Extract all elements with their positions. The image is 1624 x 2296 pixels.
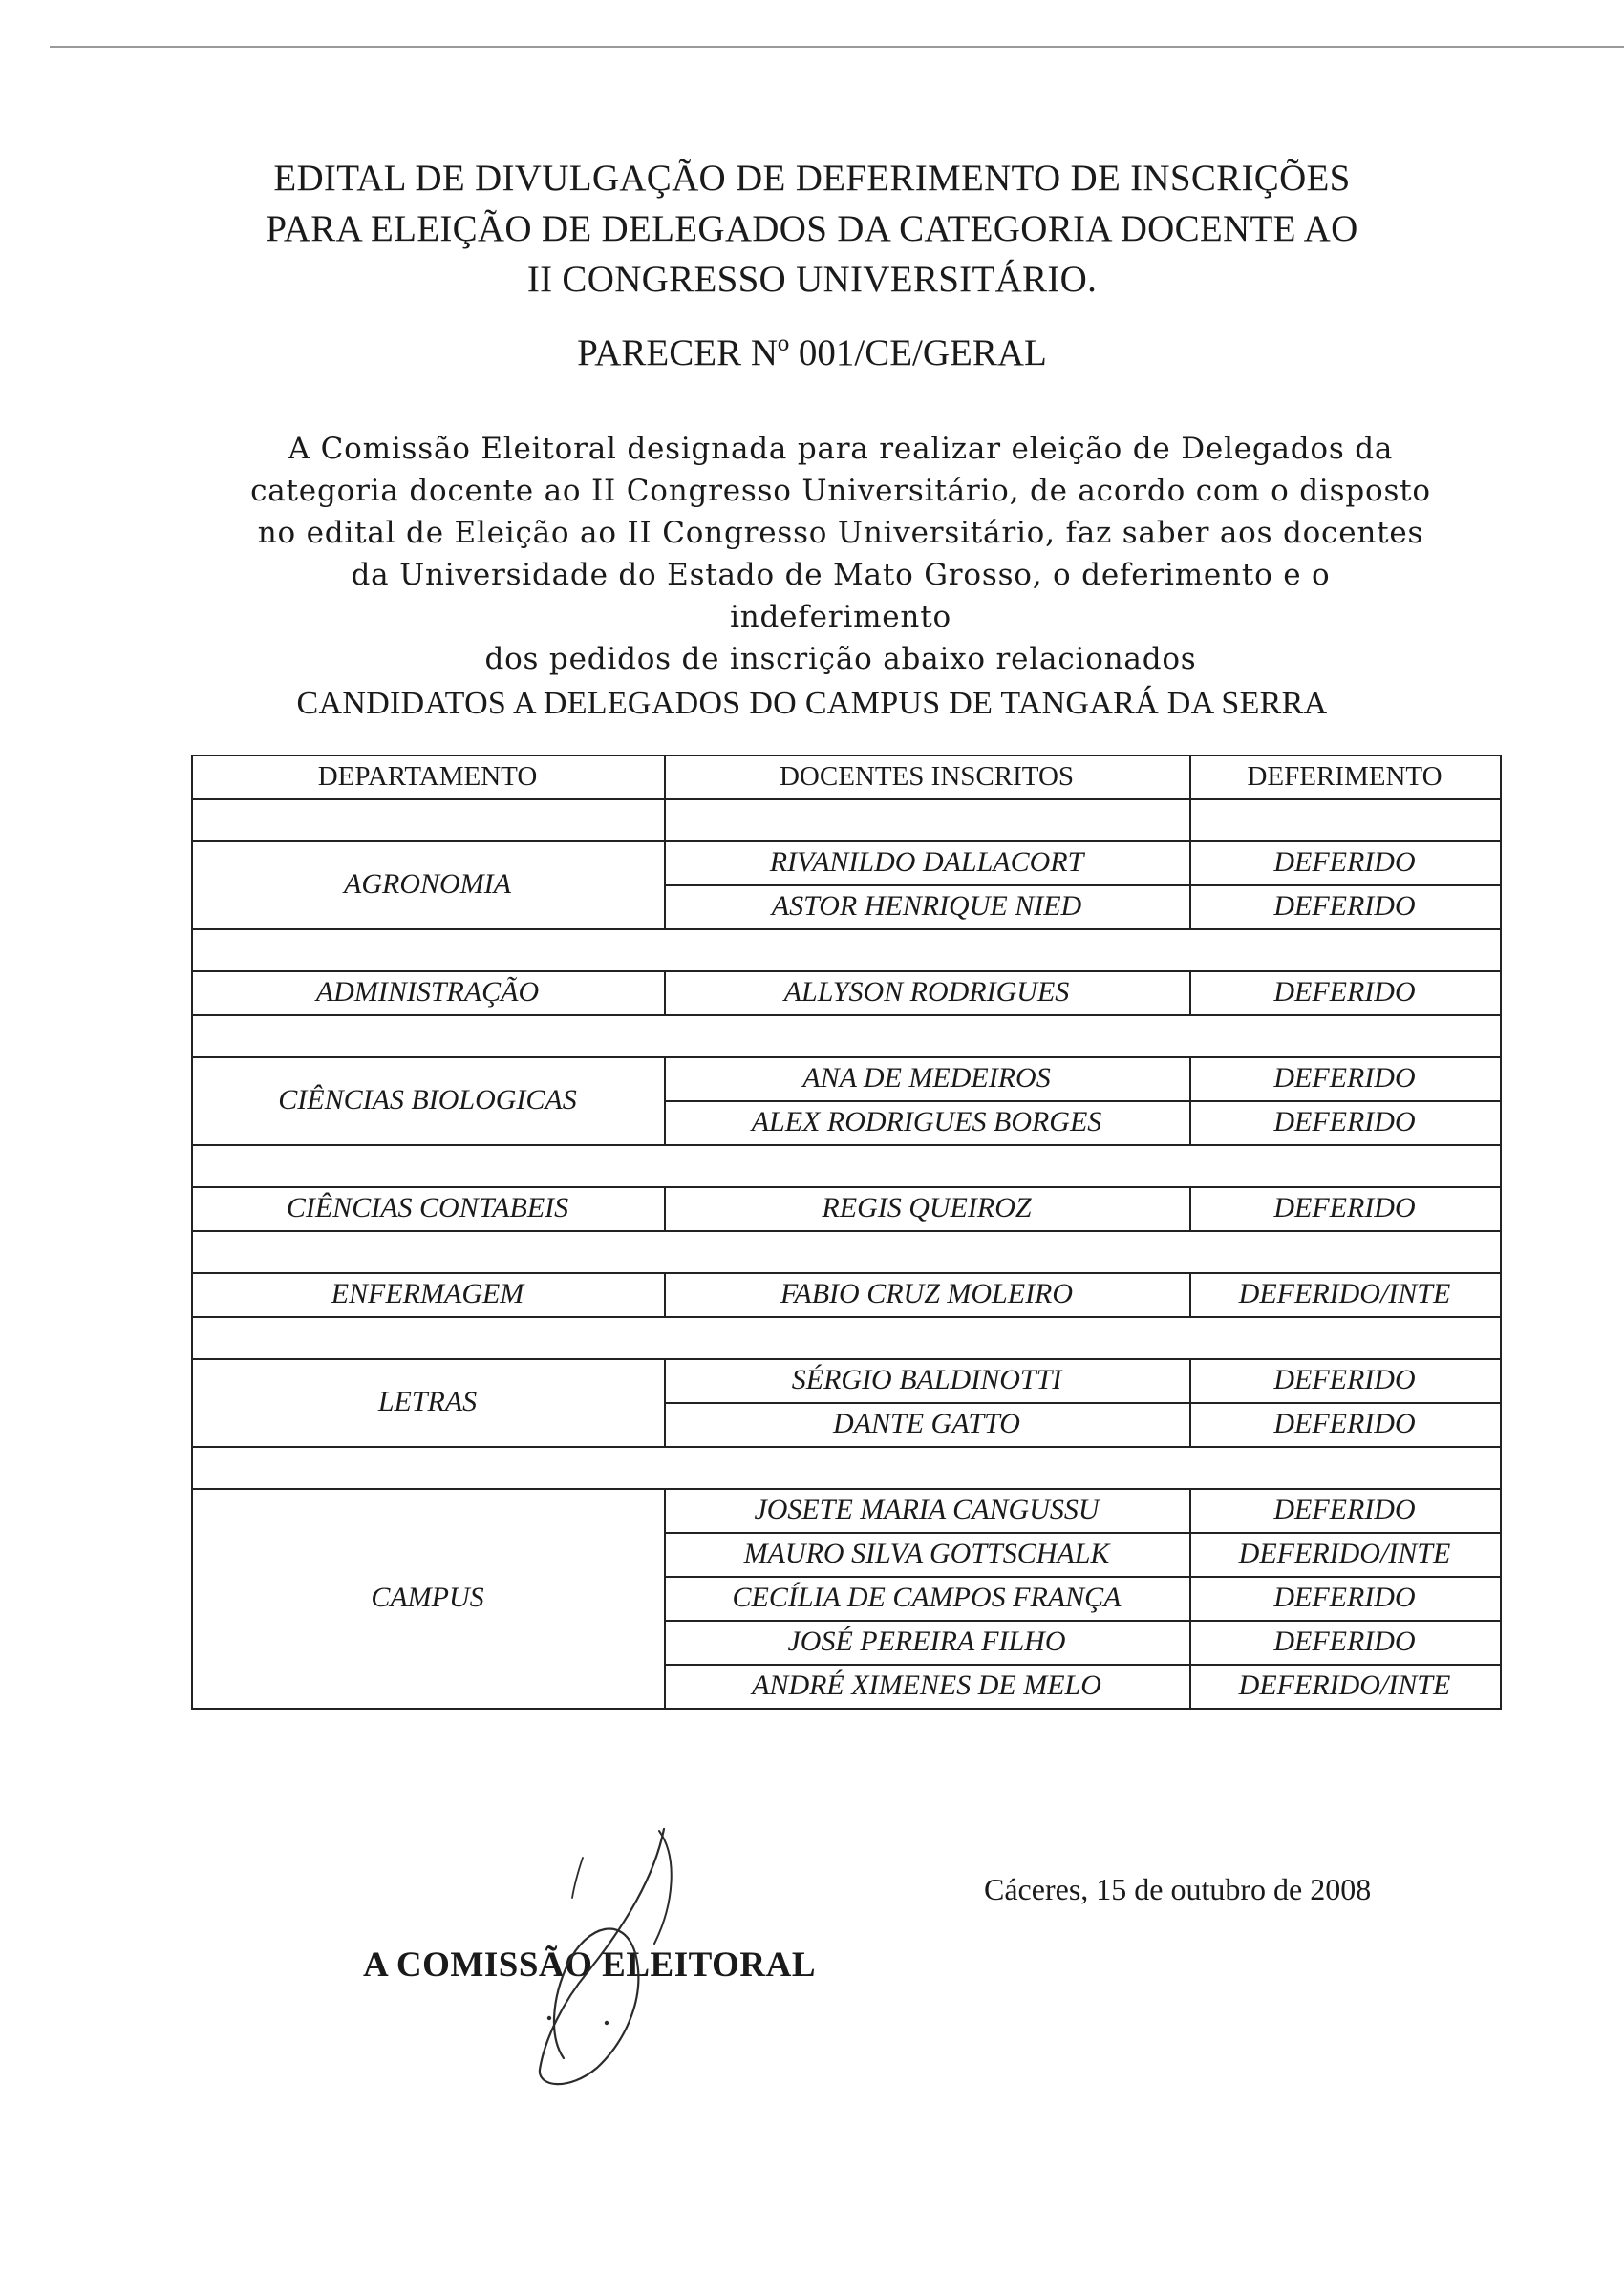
department-name: ENFERMAGEM: [331, 1278, 524, 1309]
column-divider: [664, 1358, 666, 1446]
header-rule: [191, 798, 1500, 800]
table-right-border: [1500, 755, 1502, 1710]
docente-name: ANA DE MEDEIROS: [802, 1062, 1051, 1094]
group-bottom-rule: [191, 1230, 1500, 1232]
entry-rule: [664, 884, 1500, 886]
department-name: CAMPUS: [371, 1582, 484, 1613]
header-department: DEPARTAMENTO: [317, 760, 538, 792]
column-divider: [664, 1272, 666, 1316]
docente-name: JOSETE MARIA CANGUSSU: [754, 1494, 1100, 1525]
intro-line: A Comissão Eleitoral designada para realizar eleição de Delegados da: [288, 432, 1394, 466]
document-title: [191, 153, 1433, 305]
status-value: DEFERIDO: [1273, 1626, 1416, 1657]
entry-rule: [664, 1620, 1500, 1622]
entry-rule: [664, 1402, 1500, 1404]
status-value: DEFERIDO: [1273, 846, 1416, 878]
docente-name: DANTE GATTO: [833, 1408, 1020, 1439]
department-name: CIÊNCIAS BIOLOGICAS: [278, 1084, 577, 1116]
docente-name: ASTOR HENRIQUE NIED: [771, 890, 1082, 922]
column-divider: [1189, 1358, 1191, 1446]
status-value: DEFERIDO/INTE: [1238, 1278, 1451, 1309]
table-left-border: [191, 755, 193, 1710]
column-divider: [664, 1488, 666, 1708]
status-value: DEFERIDO: [1273, 1582, 1416, 1613]
group-bottom-rule: [191, 1014, 1500, 1016]
signatory-label: A COMISSÃO ELEITORAL: [363, 1945, 816, 1985]
status-value: DEFERIDO: [1273, 1408, 1416, 1439]
column-divider: [1189, 1186, 1191, 1230]
column-divider: [664, 755, 666, 840]
intro-line: da Universidade do Estado de Mato Grosso, o deferimento e o indeferimento: [351, 558, 1331, 634]
group-bottom-rule: [191, 1446, 1500, 1448]
intro-line: no edital de Eleição ao II Congresso Universitário, faz saber aos docentes: [257, 516, 1424, 550]
title-line: PARA ELEIÇÃO DE DELEGADOS DA CATEGORIA DOCENTE AO: [266, 208, 1358, 249]
handwritten-signature-icon: [511, 1819, 693, 2096]
intro-line: categoria docente ao II Congresso Universitário, de acordo com o disposto: [250, 474, 1431, 508]
docente-name: SÉRGIO BALDINOTTI: [791, 1364, 1062, 1395]
group-bottom-rule: [191, 1708, 1500, 1710]
status-value: DEFERIDO: [1273, 1494, 1416, 1525]
column-divider: [1189, 1488, 1191, 1708]
column-divider: [1189, 840, 1191, 928]
status-value: DEFERIDO/INTE: [1238, 1669, 1451, 1701]
column-divider: [1189, 755, 1191, 840]
docente-name: ALEX RODRIGUES BORGES: [751, 1106, 1102, 1137]
column-divider: [664, 840, 666, 928]
docente-name: REGIS QUEIROZ: [822, 1192, 1032, 1223]
candidates-subheading: CANDIDATOS A DELEGADOS DO CAMPUS DE TANGARÁ DA SERRA: [296, 686, 1328, 721]
group-bottom-rule: [191, 928, 1500, 930]
column-divider: [664, 1186, 666, 1230]
scan-edge-line: [50, 46, 1624, 48]
department-name: CIÊNCIAS CONTABEIS: [286, 1192, 569, 1223]
status-value: DEFERIDO: [1273, 1106, 1416, 1137]
docente-name: CECÍLIA DE CAMPOS FRANÇA: [732, 1582, 1122, 1613]
status-value: DEFERIDO: [1273, 1192, 1416, 1223]
entry-rule: [664, 1664, 1500, 1666]
parecer-number: PARECER Nº 001/CE/GERAL: [577, 332, 1047, 373]
column-divider: [664, 1056, 666, 1144]
group-bottom-rule: [191, 1316, 1500, 1318]
intro-paragraph: [244, 428, 1438, 680]
place-date: Cáceres, 15 de outubro de 2008: [984, 1872, 1372, 1906]
department-name: ADMINISTRAÇÃO: [315, 976, 540, 1008]
entry-rule: [664, 1576, 1500, 1578]
department-name: LETRAS: [377, 1386, 478, 1417]
column-divider: [1189, 1056, 1191, 1144]
column-divider: [664, 970, 666, 1014]
title-line: II CONGRESSO UNIVERSITÁRIO.: [526, 259, 1098, 300]
column-divider: [1189, 970, 1191, 1014]
status-value: DEFERIDO: [1273, 1062, 1416, 1094]
status-value: DEFERIDO: [1273, 1364, 1416, 1395]
header-deferimento: DEFERIMENTO: [1247, 760, 1442, 792]
header-docentes: DOCENTES INSCRITOS: [779, 760, 1075, 792]
docente-name: RIVANILDO DALLACORT: [769, 846, 1084, 878]
intro-line: dos pedidos de inscrição abaixo relacionados: [484, 642, 1197, 676]
entry-rule: [664, 1532, 1500, 1534]
column-divider: [1189, 1272, 1191, 1316]
docente-name: ANDRÉ XIMENES DE MELO: [752, 1669, 1101, 1701]
entry-rule: [664, 1100, 1500, 1102]
status-value: DEFERIDO: [1273, 890, 1416, 922]
title-line: EDITAL DE DIVULGAÇÃO DE DEFERIMENTO DE INSCRIÇÕES: [273, 158, 1351, 199]
status-value: DEFERIDO: [1273, 976, 1416, 1008]
docente-name: ALLYSON RODRIGUES: [783, 976, 1070, 1008]
department-name: AGRONOMIA: [344, 868, 511, 900]
status-value: DEFERIDO/INTE: [1238, 1538, 1451, 1569]
docente-name: MAURO SILVA GOTTSCHALK: [743, 1538, 1110, 1569]
docente-name: FABIO CRUZ MOLEIRO: [780, 1278, 1074, 1309]
docente-name: JOSÉ PEREIRA FILHO: [787, 1626, 1066, 1657]
group-bottom-rule: [191, 1144, 1500, 1146]
